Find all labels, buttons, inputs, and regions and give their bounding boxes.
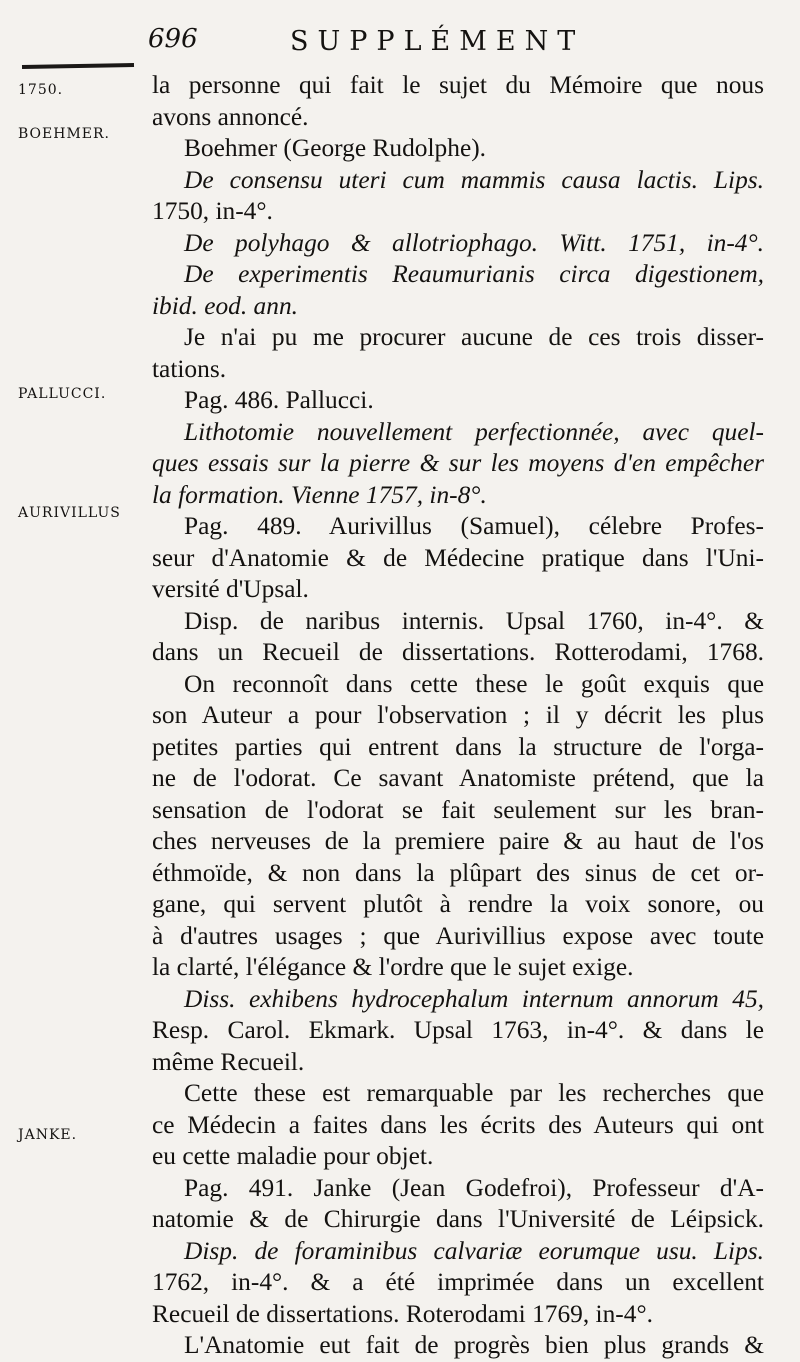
text-line: Resp. Carol. Ekmark. Upsal 1763, in-4°. & dans le: [152, 1016, 764, 1044]
text-line: même Recueil.: [152, 1047, 305, 1076]
text-line: Je n'ai pu me procurer aucune de ces trois disser-: [184, 323, 764, 351]
text-line: la formation. Vienne 1757, in-8°.: [152, 480, 487, 509]
running-title: SUPPLÉMENT: [290, 26, 585, 57]
text-line: dans un Recueil de dissertations. Rotterodami, 1768.: [152, 638, 764, 666]
text-line: la personne qui fait le sujet du Mémoire que nous: [152, 71, 764, 99]
text-line: gane, qui servent plutôt à rendre la voix sonore, ou: [152, 890, 764, 918]
text-line: la clarté, l'élégance & l'ordre que le sujet exige.: [152, 953, 634, 981]
text-line: De polyhago & allotriophago. Witt. 1751, in-4°.: [184, 228, 764, 257]
text-line: avons annoncé.: [152, 102, 309, 131]
page-number: 696: [148, 24, 198, 54]
text-line: Cette these est remarquable par les recherches que: [184, 1079, 764, 1107]
text-column: [152, 70, 764, 1362]
text-line: à d'autres usages ; que Aurivillius expose avec toute: [152, 921, 764, 950]
page-header: [140, 22, 760, 62]
text-line: Recueil de dissertations. Roterodami 1769, in-4°.: [152, 1299, 653, 1328]
text-line: Pag. 486. Pallucci.: [184, 386, 374, 414]
text-line: L'Anatomie eut fait de progrès bien plus grands &: [184, 1331, 764, 1359]
text-line: natomie & de Chirurgie dans l'Université de Léipsick.: [152, 1205, 764, 1233]
margin-note-year: 1750.: [18, 82, 64, 98]
text-line: ne de l'odorat. Ce savant Anatomiste prétend, que la: [152, 764, 764, 792]
text-line: ibid. eod. ann.: [152, 291, 298, 320]
text-line: Pag. 491. Janke (Jean Godefroi), Professeur d'A-: [184, 1173, 764, 1202]
text-line: On reconnoît dans cette these le goût exquis que: [184, 669, 764, 698]
margin-note-boehmer: BOEHMER.: [18, 126, 110, 142]
text-line: Boehmer (George Rudolphe).: [184, 134, 487, 162]
text-line: Lithotomie nouvellement perfectionnée, avec quel-: [184, 417, 764, 446]
text-line: ce Médecin a faites dans les écrits des Auteurs qui ont: [152, 1110, 764, 1139]
text-line: versité d'Upsal.: [152, 575, 309, 603]
text-line: De consensu uteri cum mammis causa lactis. Lips.: [184, 165, 764, 194]
text-line: De experimentis Reaumurianis circa digestionem,: [184, 260, 764, 288]
text-line: tations.: [152, 354, 227, 383]
text-line: 1750, in-4°.: [152, 197, 273, 225]
text-line: Disp. de foraminibus calvariæ eorumque usu. Lips.: [184, 1236, 764, 1265]
text-line: seur d'Anatomie & de Médecine pratique dans l'Uni-: [152, 543, 764, 572]
text-line: son Auteur a pour l'observation ; il y décrit les plus: [152, 701, 764, 729]
text-line: Diss. exhibens hydrocephalum internum annorum 45,: [184, 984, 764, 1013]
text-line: Disp. de naribus internis. Upsal 1760, in-4°. &: [184, 606, 764, 635]
text-line: 1762, in-4°. & a été imprimée dans un excellent: [152, 1268, 764, 1296]
text-line: ques essais sur la pierre & sur les moyens d'en empêcher: [152, 449, 764, 477]
text-line: eu cette maladie pour objet.: [152, 1142, 434, 1170]
text-line: sensation de l'odorat se fait seulement sur les bran-: [152, 795, 764, 824]
text-line: éthmoïde, & non dans la plûpart des sinus de cet or-: [152, 858, 764, 887]
text-line: Pag. 489. Aurivillus (Samuel), célebre Profes-: [184, 512, 764, 540]
margin-note-aurivillus: AURIVILLUS: [18, 505, 121, 521]
margin-note-pallucci: PALLUCCI.: [18, 386, 107, 402]
text-line: petites parties qui entrent dans la structure de l'orga-: [152, 732, 764, 761]
header-rule: [22, 63, 134, 69]
margin-note-janke: JANKE.: [18, 1127, 78, 1143]
text-line: ches nerveuses de la premiere paire & au haut de l'os: [152, 827, 764, 855]
